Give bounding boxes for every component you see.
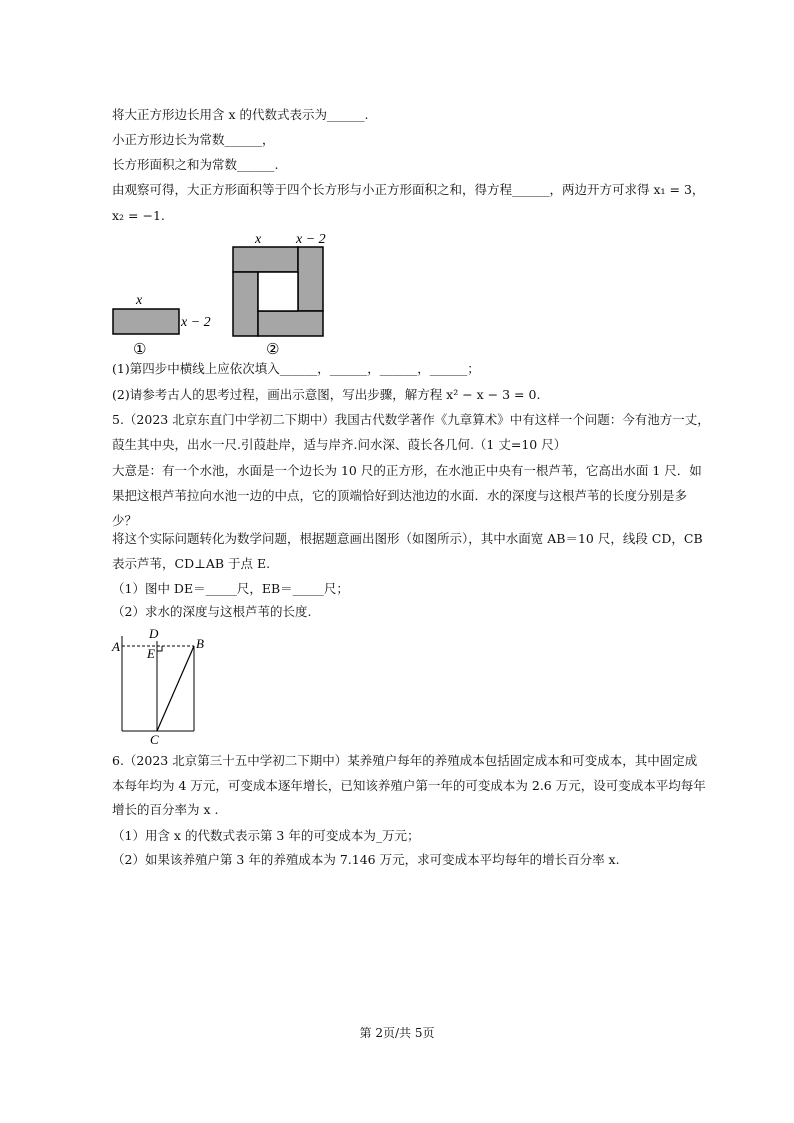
label-A: A: [112, 639, 120, 654]
right-angle-mark: [157, 646, 162, 651]
label-C: C: [150, 732, 159, 747]
q5-line-4: 果把这根芦苇拉向水池一边的中点，它的顶端恰好到达池边的水面．水的深度与这根芦苇的长度分别是多: [112, 488, 688, 503]
intro-line-3: 长方形面积之和为常数______.: [112, 157, 279, 172]
figure2-caption: ②: [266, 340, 280, 358]
page-footer: 第 2页/共 5页: [359, 1026, 435, 1040]
label-B: B: [196, 636, 204, 651]
q5-line-2: 葭生其中央，出水一尺.引葭赴岸，适与岸齐.问水深、葭长各几何.（1 丈=10 尺）: [112, 437, 567, 452]
q6-line-1: 6.（2023 北京第三十五中学初二下期中）某养殖户每年的养殖成本包括固定成本和可变成本，其中固定成: [112, 753, 698, 768]
figure-rectangle: [108, 288, 220, 360]
right-rectangle: [298, 247, 323, 311]
q6-line-3: 增长的百分率为 x .: [112, 802, 219, 817]
figure-pond: [108, 624, 212, 748]
figure-square: [228, 228, 332, 360]
q4-part-2: (2)请参考古人的思考过程，画出示意图，写出步骤，解方程 x² − x − 3 = 0.: [112, 387, 541, 402]
figure1-side-label: x − 2: [181, 315, 211, 330]
q5-line-7: 表示芦苇，CD⊥AB 于点 E.: [112, 556, 271, 571]
q5-line-8: （1）图中 DE＝_____尺，EB＝_____尺；: [112, 581, 349, 596]
intro-line-5: x₂ = −1.: [112, 208, 165, 223]
label-D: D: [149, 626, 159, 641]
figure2-label-x-minus-2: x − 2: [296, 232, 326, 247]
q5-line-3: 大意是：有一个水池，水面是一个边长为 10 尺的正方形，在水池正中央有一根芦苇，它高出水面 1 尺．如: [112, 463, 702, 478]
bottom-rectangle: [258, 311, 323, 336]
q4-part-1: (1)第四步中横线上应依次填入______，______，______，______；: [112, 361, 480, 376]
q6-line-2: 本每年均为 4 万元，可变成本逐年增长，已知该养殖户第一年的可变成本为 2.6 万元，设可变成本平均每年: [112, 778, 706, 793]
q6-line-5: （2）如果该养殖户第 3 年的养殖成本为 7.146 万元，求可变成本平均每年的增长百分率 x.: [112, 852, 620, 867]
intro-line-2: 小正方形边长为常数______，: [112, 132, 275, 147]
label-E: E: [147, 646, 155, 661]
figure2-label-x: x: [255, 232, 262, 247]
figure1-top-label: x: [136, 293, 143, 308]
inner-square: [258, 272, 298, 311]
left-rectangle: [233, 272, 258, 336]
intro-line-4: 由观察可得，大正方形面积等于四个长方形与小正方形面积之和，得方程______，两边开方可求得 x₁ = 3，: [112, 182, 705, 197]
q5-line-6: 将这个实际问题转化为数学问题，根据题意画出图形（如图所示），其中水面宽 AB＝10 尺，线段 CD，CB: [112, 531, 703, 546]
figure1-caption: ①: [133, 340, 147, 358]
q5-line-1: 5.（2023 北京东直门中学初二下期中）我国古代数学著作《九章算术》中有这样一个问题：今有池方一丈，: [112, 412, 710, 427]
q5-line-5: 少？: [112, 513, 138, 528]
top-rectangle: [233, 247, 298, 272]
rectangle-shape: [113, 309, 179, 334]
intro-line-1: 将大正方形边长用含 x 的代数式表示为______.: [112, 107, 369, 122]
reed-CB: [157, 646, 194, 731]
q5-line-9: （2）求水的深度与这根芦苇的长度.: [112, 604, 312, 619]
q6-line-4: （1）用含 x 的代数式表示第 3 年的可变成本为_万元；: [112, 828, 420, 843]
